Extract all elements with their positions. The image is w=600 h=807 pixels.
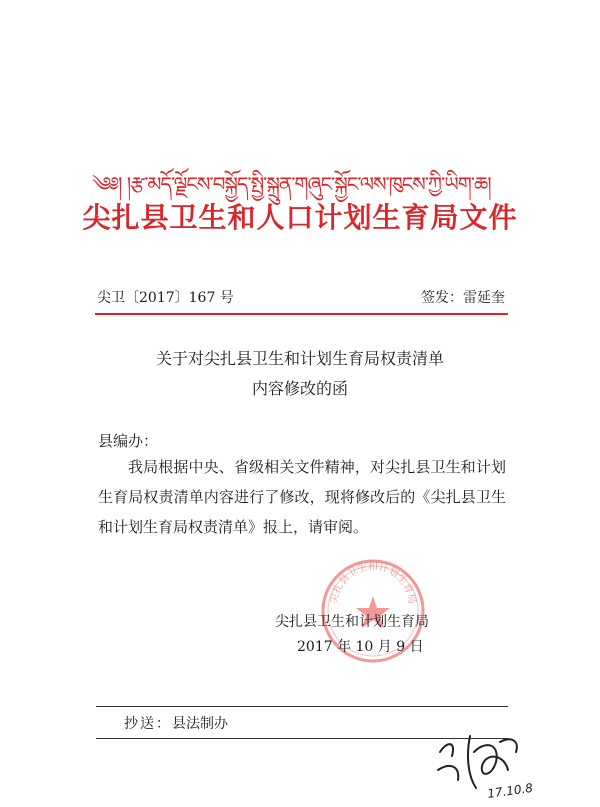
signer: 签发：雷延奎 bbox=[421, 290, 505, 306]
red-divider bbox=[95, 313, 508, 315]
subject-title bbox=[0, 344, 600, 404]
issue-date: 2017 年 10 月 9 日 bbox=[297, 639, 424, 655]
seal-text: 尖扎县卫生和计划生育局 bbox=[328, 561, 418, 605]
cc-recipient: 县法制办 bbox=[172, 716, 228, 732]
org-title: 尖扎县卫生和人口计划生育局文件 bbox=[82, 201, 518, 234]
subject-line-2: 内容修改的函 bbox=[251, 379, 348, 398]
handwritten-signature bbox=[430, 722, 560, 806]
addressee: 县编办： bbox=[98, 432, 159, 450]
body-paragraph: 我局根据中央、省级相关文件精神，对尖扎县卫生和计划生育局权责清单内容进行了修改，现将修改后的《尖扎县卫生和计划生育局权责清单》报上，请审阅。 bbox=[98, 458, 506, 536]
cc-line bbox=[124, 713, 228, 733]
subject-line-1: 关于对尖扎县卫生和计划生育局权责清单 bbox=[155, 349, 444, 368]
issuing-org: 尖扎县卫生和计划生育局 bbox=[275, 614, 429, 630]
cc-label: 抄送： bbox=[124, 716, 172, 732]
tibetan-header: ༄༅། །རྩ་མདོ་ལྗོངས་བསྐྱོད་སྤྱི་སྐྲུན་གཞུང་སྐྱོང་ལས་ཁུངས་ཀྱི་ཡིག་ཆ། bbox=[92, 172, 491, 196]
document-number: 尖卫〔2017〕167 号 bbox=[97, 290, 234, 306]
handwritten-date: 17.10.8 bbox=[486, 780, 534, 801]
footer-rule-top bbox=[96, 706, 508, 707]
